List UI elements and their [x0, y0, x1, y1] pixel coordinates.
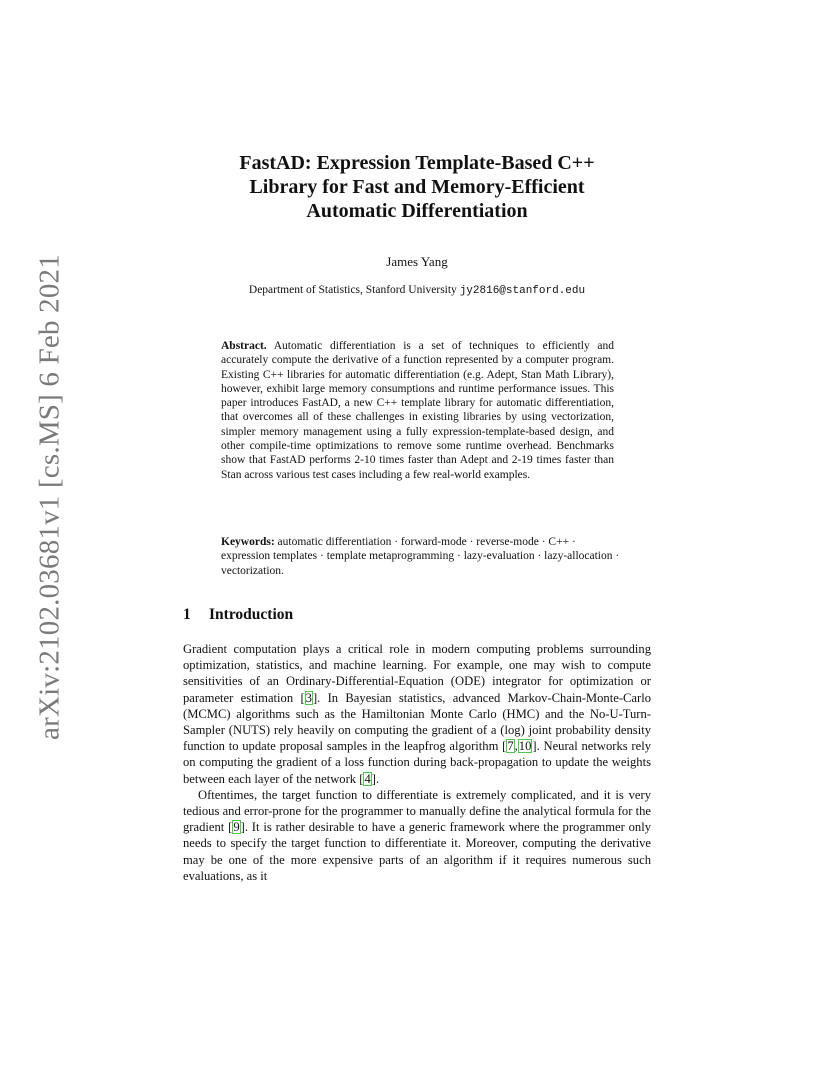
title-line-1: FastAD: Expression Template-Based C++ [239, 152, 595, 174]
paragraph-text: . It is rather desirable to have a generic framework where the programmer only needs to specify the target function to differentiate it. Moreover, computing the derivative may be one of the more expensive parts of an algorithm if it requires numerous such evaluations, as it [183, 820, 651, 883]
citation-link[interactable]: 7 [507, 739, 514, 754]
affiliation-text: Department of Statistics, Stanford University [248, 284, 457, 296]
citation-link[interactable]: 9 [233, 820, 240, 835]
paragraph-1: Gradient computation plays a critical role in modern computing problems surrounding optimization, statistics, and machine learning. For example, one may wish to compute sensitivities of an Ordinary-Differential-Equation (ODE) integrator for optimization or parameter estimation [3]. In Bayesian statistics, advanced Markov-Chain-Monte-Carlo (MCMC) algorithms such as the Hamiltonian Monte Carlo (HMC) and the No-U-Turn-Sampler (NUTS) rely heavily on computing the gradient of a (log) joint probability density function to update proposal samples in the leapfrog algorithm [7,10]. Neural networks rely on computing the gradient of a loss function during back-propagation to update the weights between each layer of the network [4]. [183, 642, 652, 786]
author-email: jy2816@stanford.edu [459, 285, 586, 297]
paragraph-2: Oftentimes, the target function to differentiate is extremely complicated, and it is very tedious and error-prone for the programmer to manually define the analytical formula for the gradient [9]. It is rather desirable to have a generic framework where the programmer only needs to specify the target function to differentiate it. Moreover, computing the derivative may be one of the more expensive parts of an algorithm if it requires numerous such evaluations, as it [183, 787, 651, 883]
section-heading [183, 606, 293, 624]
keywords [221, 535, 621, 578]
author-name: James Yang [386, 254, 448, 269]
citation-link[interactable]: 3 [305, 690, 312, 705]
section-number: 1 [183, 606, 191, 623]
abstract-label: Abstract. [221, 340, 267, 352]
paragraph-text: Oftentimes, the target function to differentiate is extremely complicated, and it is very tedious and error-prone for the programmer to manually define the analytical formula for the gradient [183, 787, 651, 835]
keywords-text: automatic differentiation · forward-mode · reverse-mode · C++ · expression templates · template metaprogramming · lazy-evaluation · lazy-allocation · vectorization. [221, 536, 620, 577]
paragraph-text: . Neural networks rely on computing the gradient of a loss function during back-propagation to update the weights between each layer of the network [183, 739, 652, 786]
citation-separator: , [514, 739, 518, 754]
section-title: Introduction [209, 606, 294, 623]
citation-link[interactable]: 10 [518, 739, 532, 754]
title-line-3: Automatic Differentiation [306, 200, 528, 222]
abstract [221, 339, 614, 482]
title-line-2: Library for Fast and Memory-Efficient [249, 176, 585, 198]
body-text [183, 641, 651, 884]
abstract-text: Automatic differentiation is a set of techniques to efficiently and accurately compute the derivative of a function represented by a computer program. Existing C++ libraries for automatic differentiation (e.g. Adept, Stan Math Library), however, exhibit large memory consumptions and runtime performance issues. This paper introduces FastAD, a new C++ template library for automatic differentiation, that overcomes all of these challenges in existing libraries by using vectorization, simpler memory management using a fully expression-template-based design, and other compile-time optimizations to remove some runtime overhead. Benchmarks show that FastAD performs 2-10 times faster than Adept and 2-19 times faster than Stan across various test cases including a few real-world examples. [221, 340, 614, 481]
paragraph-text: . [375, 771, 380, 786]
paragraph-text: . In Bayesian statistics, advanced Markov-Chain-Monte-Carlo (MCMC) algorithms such as the Hamiltonian Monte Carlo (HMC) and the No-U-Turn-Sampler (NUTS) rely heavily on computing the gradient of a (log) joint probability density function to update proposal samples in the leapfrog algorithm [183, 690, 651, 754]
paper-title [183, 151, 651, 223]
paragraph-text: Gradient computation plays a critical role in modern computing problems surrounding optimization, statistics, and machine learning. For example, one may wish to compute sensitivities of an Ordinary-Differential-Equation (ODE) integrator for optimization or parameter estimation [183, 642, 651, 705]
citation-link[interactable]: 4 [364, 771, 371, 786]
keywords-label: Keywords: [221, 536, 275, 548]
arxiv-identifier: arXiv:2102.03681v1 [cs.MS] 6 Feb 2021 [33, 254, 66, 740]
affiliation [183, 284, 651, 297]
